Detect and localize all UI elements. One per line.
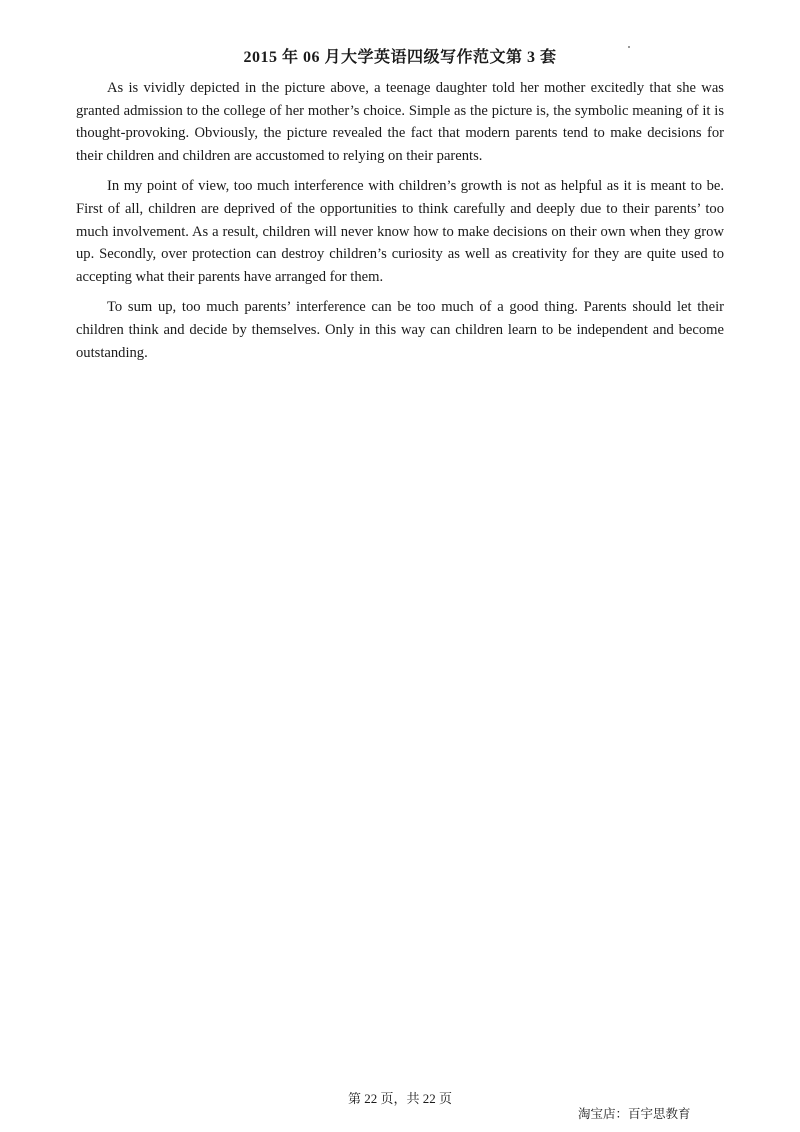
page-number: 第 22 页，共 22 页 xyxy=(347,1091,452,1106)
essay-paragraph-1: As is vividly depicted in the picture above, a teenage daughter told her mother excitedly that she was granted admission to the college of her mother’s choice. Simple as the picture is, the symbolic meaning of it is thought-provoking. Obviously, the picture revealed the fact that modern parents tend to make decisions for their children and children are accustomed to relying on their parents. xyxy=(76,80,724,164)
essay-paragraph-2: In my point of view, too much interference with children’s growth is not as helpful as it is meant to be. First of all, children are deprived of the opportunities to think carefully and deeply due to their parents’ too much involvement. As a result, children will never know how to make decisions on their own when they grow up. Secondly, over protection can destroy children’s curiosity as well as creativity for they are quite used to accepting what their parents have arranged for them. xyxy=(76,178,724,285)
shop-footer-note: 淘宝店：百宇思教育 xyxy=(578,1106,691,1121)
essay-paragraph-3: To sum up, too much parents’ interference can be too much of a good thing. Parents should let their children think and decide by themselves. Only in this way can children learn to be independent and become outstanding. xyxy=(76,299,724,361)
essay-body xyxy=(76,77,724,372)
document-title: 2015 年 06 月大学英语四级写作范文第 3 套 xyxy=(243,49,557,66)
scan-speck xyxy=(628,46,630,48)
